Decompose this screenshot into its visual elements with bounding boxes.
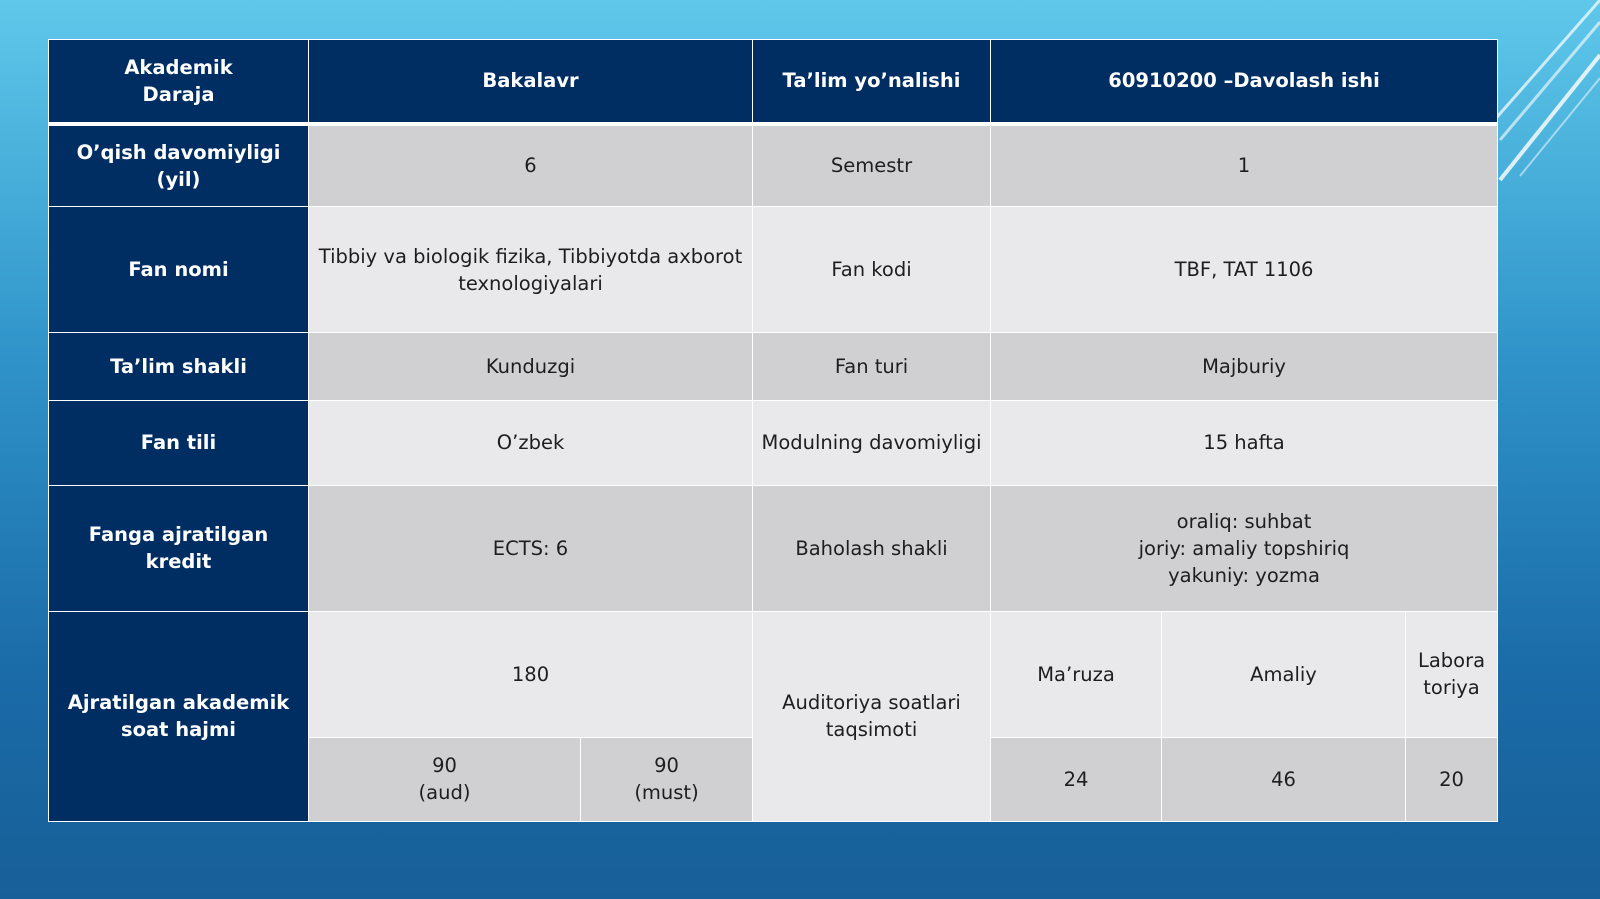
subject-type-label: Fan turi (753, 333, 991, 401)
duration-value: 6 (309, 124, 753, 207)
subject-label: Fan nomi (49, 207, 309, 333)
assessment-value: oraliq: suhbat joriy: amaliy topshiriq yakuniy: yozma (991, 485, 1498, 611)
semester-value: 1 (991, 124, 1498, 207)
language-label: Fan tili (49, 401, 309, 485)
lab-label: Labora toriya (1406, 611, 1498, 737)
subject-value: Tibbiy va biologik fizika, Tibbiyotda axborot texnologiyalari (309, 207, 753, 333)
study-form-value: Kunduzgi (309, 333, 753, 401)
lab-value: 20 (1406, 737, 1498, 821)
practical-label: Amaliy (1162, 611, 1406, 737)
total-hours-value: 180 (309, 611, 753, 737)
credit-label: Fanga ajratilgan kredit (49, 485, 309, 611)
practical-value: 46 (1162, 737, 1406, 821)
degree-label: Akademik Daraja (49, 40, 309, 124)
hours-label: Ajratilgan akademik soat hajmi (49, 611, 309, 821)
lecture-label: Ma’ruza (991, 611, 1162, 737)
degree-value: Bakalavr (309, 40, 753, 124)
lecture-value: 24 (991, 737, 1162, 821)
subject-code-value: TBF, TAT 1106 (991, 207, 1498, 333)
module-duration-value: 15 hafta (991, 401, 1498, 485)
course-info-table (48, 39, 1498, 822)
table-row (49, 333, 1498, 401)
direction-value: 60910200 –Davolash ishi (991, 40, 1498, 124)
module-duration-label: Modulning davomiyligi (753, 401, 991, 485)
duration-label: O’qish davomiyligi (yil) (49, 124, 309, 207)
study-form-label: Ta’lim shakli (49, 333, 309, 401)
header-row (49, 40, 1498, 124)
distribution-label: Auditoriya soatlari taqsimoti (753, 611, 991, 821)
table-row (49, 485, 1498, 611)
semester-label: Semestr (753, 124, 991, 207)
table-row (49, 401, 1498, 485)
table-row (49, 611, 1498, 737)
assessment-label: Baholash shakli (753, 485, 991, 611)
must-hours-value: 90 (must) (581, 737, 753, 821)
subject-type-value: Majburiy (991, 333, 1498, 401)
language-value: O’zbek (309, 401, 753, 485)
aud-hours-value: 90 (aud) (309, 737, 581, 821)
table-row (49, 207, 1498, 333)
decorative-lines (1490, 0, 1600, 190)
direction-label: Ta’lim yo’nalishi (753, 40, 991, 124)
credit-value: ECTS: 6 (309, 485, 753, 611)
table-row (49, 124, 1498, 207)
subject-code-label: Fan kodi (753, 207, 991, 333)
